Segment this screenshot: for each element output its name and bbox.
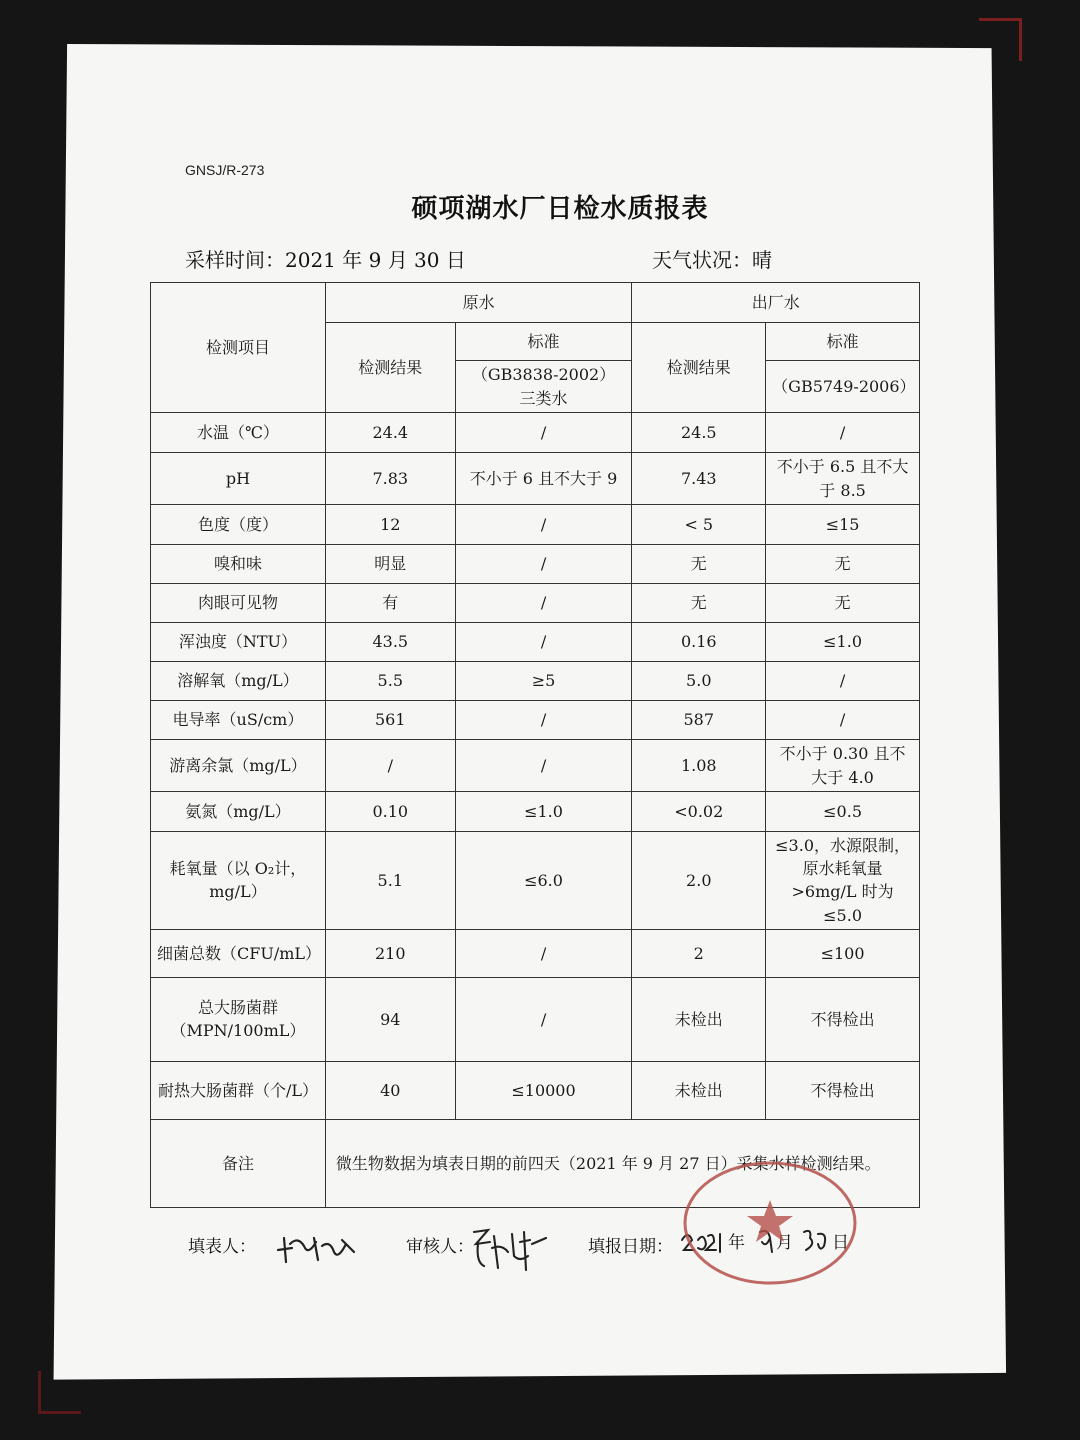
table-row (151, 623, 920, 662)
item-name: 肉眼可见物 (151, 584, 326, 623)
header-raw-standard-ref (455, 361, 632, 413)
table-row (151, 584, 920, 623)
raw-standard: ≥5 (455, 662, 632, 701)
out-standard: ≤100 (766, 929, 920, 977)
item-name: 细菌总数（CFU/mL） (151, 929, 326, 977)
table-row (151, 832, 920, 930)
remark-text: 微生物数据为填表日期的前四天（2021 年 9 月 27 日）采集水样检测结果。 (325, 1119, 919, 1207)
raw-result: 7.83 (325, 453, 455, 505)
out-result: 7.43 (632, 453, 766, 505)
header-out-water: 出厂水 (632, 283, 920, 323)
item-name: 游离余氯（mg/L） (151, 740, 326, 792)
raw-standard: / (455, 740, 632, 792)
raw-result: 12 (325, 505, 455, 545)
raw-result: 5.1 (325, 832, 455, 930)
table-row (151, 929, 920, 977)
raw-result: 94 (325, 977, 455, 1061)
table-row (151, 740, 920, 792)
header-raw-result: 检测结果 (325, 323, 455, 413)
header-out-result: 检测结果 (632, 323, 766, 413)
svg-text:月: 月 (776, 1233, 793, 1253)
out-result: 未检出 (632, 977, 766, 1061)
header-raw-standard: 标准 (455, 323, 632, 361)
reviewer-label: 审核人： (406, 1237, 474, 1257)
table-row (151, 453, 920, 505)
item-name: 嗅和味 (151, 545, 326, 584)
table-row (151, 977, 920, 1061)
out-result: 24.5 (632, 413, 766, 453)
weather-status: 天气状况：晴 (652, 248, 772, 272)
date-label: 填报日期： (588, 1237, 673, 1257)
raw-standard: / (455, 584, 632, 623)
raw-result: 24.4 (325, 413, 455, 453)
raw-result: 210 (325, 929, 455, 977)
out-standard: 不小于 6.5 且不大于 8.5 (766, 453, 920, 505)
table-row (151, 792, 920, 832)
out-standard: ≤1.0 (766, 623, 920, 662)
header-out-standard-ref: （GB5749-2006） (766, 361, 920, 413)
out-standard: ≤3.0，水源限制，原水耗氧量>6mg/L 时为≤5.0 (766, 832, 920, 930)
out-result: 2.0 (632, 832, 766, 930)
filler-label: 填表人： (188, 1237, 256, 1257)
raw-standard: / (455, 505, 632, 545)
raw-standard: / (455, 413, 632, 453)
out-standard: ≤0.5 (766, 792, 920, 832)
table-row (151, 1061, 920, 1119)
raw-result: / (325, 740, 455, 792)
out-standard: 无 (766, 545, 920, 584)
out-standard: 不小于 0.30 且不大于 4.0 (766, 740, 920, 792)
out-standard: / (766, 662, 920, 701)
out-result: 0.16 (632, 623, 766, 662)
document-code: GNSJ/R-273 (185, 162, 265, 178)
item-name: 浑浊度（NTU） (151, 623, 326, 662)
out-result: 5.0 (632, 662, 766, 701)
sampling-time: 采样时间：2021 年 9 月 30 日 (185, 248, 466, 272)
out-standard: / (766, 413, 920, 453)
official-stamp (680, 1158, 860, 1288)
table-row (151, 505, 920, 545)
reviewer-signature (468, 1222, 550, 1274)
item-name: pH (151, 453, 326, 505)
item-name: 电导率（uS/cm） (151, 701, 326, 740)
header-item: 检测项目 (151, 283, 326, 413)
raw-standard: / (455, 977, 632, 1061)
raw-result: 有 (325, 584, 455, 623)
raw-standard: / (455, 701, 632, 740)
out-result: < 5 (632, 505, 766, 545)
filler-signature (272, 1222, 362, 1268)
raw-standard: ≤6.0 (455, 832, 632, 930)
remark-label: 备注 (151, 1119, 326, 1207)
out-standard: / (766, 701, 920, 740)
table-row (151, 545, 920, 584)
water-quality-table (150, 282, 920, 1208)
table-row (151, 701, 920, 740)
out-result: <0.02 (632, 792, 766, 832)
header-out-standard: 标准 (766, 323, 920, 361)
document-title: 硕项湖水厂日检水质报表 (411, 194, 709, 224)
raw-standard-ref-code: （GB3838-2002） (471, 365, 616, 385)
svg-text:年: 年 (728, 1233, 745, 1253)
item-name: 色度（度） (151, 505, 326, 545)
raw-standard: ≤10000 (455, 1061, 632, 1119)
out-result: 无 (632, 545, 766, 584)
out-result: 1.08 (632, 740, 766, 792)
item-name: 溶解氧（mg/L） (151, 662, 326, 701)
svg-text:日: 日 (832, 1233, 849, 1253)
raw-result: 561 (325, 701, 455, 740)
out-result: 2 (632, 929, 766, 977)
item-name: 耐热大肠菌群（个/L） (151, 1061, 326, 1119)
raw-result: 40 (325, 1061, 455, 1119)
item-name: 总大肠菌群（MPN/100mL） (151, 977, 326, 1061)
raw-result: 明显 (325, 545, 455, 584)
table-row (151, 413, 920, 453)
out-standard: 不得检出 (766, 1061, 920, 1119)
raw-standard: / (455, 929, 632, 977)
out-standard: 无 (766, 584, 920, 623)
item-name: 氨氮（mg/L） (151, 792, 326, 832)
out-result: 587 (632, 701, 766, 740)
table-row (151, 662, 920, 701)
raw-result: 0.10 (325, 792, 455, 832)
raw-standard: ≤1.0 (455, 792, 632, 832)
out-result: 无 (632, 584, 766, 623)
out-standard: ≤15 (766, 505, 920, 545)
item-name: 水温（℃） (151, 413, 326, 453)
item-name: 耗氧量（以 O₂计，mg/L） (151, 832, 326, 930)
out-result: 未检出 (632, 1061, 766, 1119)
out-standard: 不得检出 (766, 977, 920, 1061)
raw-standard: / (455, 545, 632, 584)
raw-standard-ref-class: 三类水 (519, 388, 568, 408)
header-raw-water: 原水 (325, 283, 631, 323)
raw-result: 43.5 (325, 623, 455, 662)
raw-standard: 不小于 6 且不大于 9 (455, 453, 632, 505)
raw-standard: / (455, 623, 632, 662)
raw-result: 5.5 (325, 662, 455, 701)
